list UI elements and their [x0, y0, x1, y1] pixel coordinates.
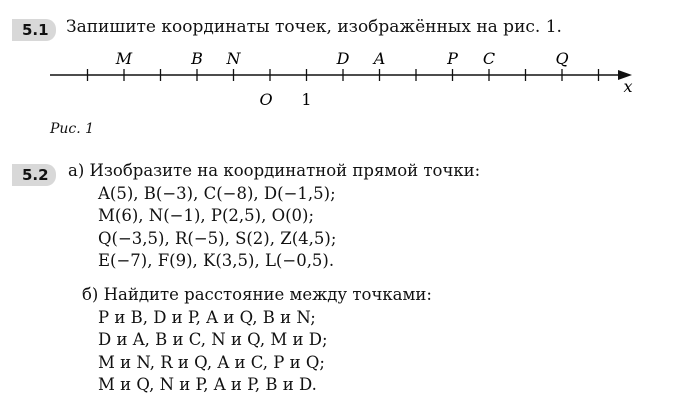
task-5-2-part-b: [68, 284, 432, 397]
task-5-2-part-a: [68, 160, 480, 273]
point-label-p: P: [447, 49, 458, 68]
point-label-n: N: [226, 49, 241, 68]
part-b-intro: б) Найдите расстояние между точками:: [82, 285, 432, 304]
part-a-line-4: E(−7), F(9), K(3,5), L(−0,5).: [98, 251, 335, 270]
point-label-b: B: [191, 49, 203, 68]
origin-label: O: [259, 90, 273, 109]
part-a-line-2: M(6), N(−1), P(2,5), O(0);: [98, 206, 315, 225]
part-b-line-3: M и N, R и Q, A и C, P и Q;: [98, 352, 325, 372]
point-label-a: A: [373, 49, 386, 68]
coordinate-line-figure: [0, 0, 674, 120]
point-label-m: M: [115, 49, 133, 68]
point-label-c: C: [482, 49, 496, 68]
part-b-line-2: D и A, B и C, N и Q, M и D;: [98, 330, 328, 349]
point-label-d: D: [336, 49, 350, 68]
figure-caption: Рис. 1: [50, 121, 95, 137]
part-b-line-4: M и Q, N и P, A и P, B и D.: [98, 375, 317, 394]
part-a-line-1: A(5), B(−3), C(−8), D(−1,5);: [98, 183, 336, 203]
point-label-q: Q: [555, 49, 569, 68]
task-title-5-1: Запишите координаты точек, изображённых на рис. 1.: [66, 17, 562, 37]
axis-label-x: x: [623, 77, 633, 96]
task-number-5-1: 5.1: [12, 19, 56, 41]
part-b-line-1: P и B, D и P, A и Q, B и N;: [98, 307, 316, 327]
unit-label: 1: [301, 90, 312, 109]
part-a-line-3: Q(−3,5), R(−5), S(2), Z(4,5);: [98, 228, 337, 248]
task-number-5-2: 5.2: [12, 164, 56, 186]
part-a-intro: а) Изобразите на координатной прямой точки:: [68, 161, 481, 180]
